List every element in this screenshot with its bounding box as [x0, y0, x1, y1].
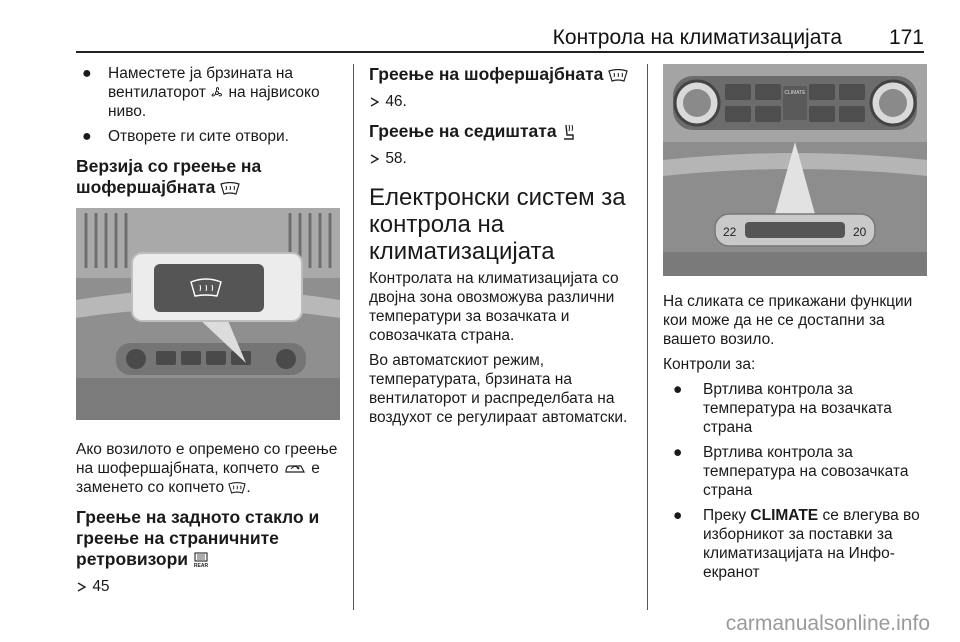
section-heading: Греење на задното стакло и греење на страничните ретровизори REAR — [76, 507, 320, 569]
chapter-heading: Електронски систем за контрола на климатизацијата — [369, 184, 626, 265]
watermark: carmanualsonline.info — [725, 612, 930, 635]
paragraph: Контролата на климатизацијата со двојна зона овозможува различни температури за возачката и совозачката страна. — [369, 270, 619, 344]
page-reference: 46. — [369, 93, 635, 111]
climate-button-label: CLIMATE — [784, 90, 806, 96]
list-item: ● Наместете ја брзината на вентилаторот на највисоко ниво. — [82, 65, 320, 120]
paragraph: Контроли за: — [663, 356, 756, 373]
windscreen-heating-icon — [608, 69, 628, 82]
list-item: ● Вртлива контрола за температура на совозачката страна — [673, 444, 909, 499]
windscreen-heating-icon — [228, 482, 246, 494]
svg-text:REAR: REAR — [193, 563, 209, 569]
column-3 — [663, 64, 927, 588]
temp-left-label: 22 — [723, 225, 737, 239]
figure-climate-control-panel — [663, 64, 927, 276]
header-rule — [76, 51, 924, 53]
list-item: ● Отворете ги сите отвори. — [82, 128, 289, 145]
seat-heating-icon — [561, 123, 575, 141]
climate-keyword: CLIMATE — [750, 507, 819, 524]
paragraph: Ако возилото е опремено со греење на шофершајбната, копчето е заменето со копчето . — [76, 441, 338, 496]
reference-arrow-icon — [369, 153, 381, 165]
air-recirculation-icon — [283, 462, 307, 475]
page-number: 171 — [888, 26, 924, 49]
paragraph: На сликата се прикажани функции кои може да не се достапни за вашето возило. — [663, 293, 913, 348]
rear-window-heating-icon — [193, 552, 209, 568]
reference-arrow-icon — [369, 96, 381, 108]
page-reference: 45 — [76, 578, 340, 596]
windscreen-heating-icon — [220, 182, 240, 195]
fan-icon — [210, 86, 224, 100]
paragraph: Во автоматскиот режим, температурата, брзината на вентилаторот и распределбата на воздухот се регулираат автоматски. — [369, 352, 628, 426]
section-heading: Греење на шофершајбната — [369, 64, 635, 85]
column-1 — [76, 64, 340, 606]
temp-right-label: 20 — [853, 225, 867, 239]
header-title: Контрола на климатизацијата — [552, 26, 842, 49]
reference-arrow-icon — [76, 581, 88, 593]
section-heading: Верзија со греење на шофершајбната — [76, 156, 262, 197]
control-panel-illustration — [76, 208, 340, 420]
column-divider-1 — [353, 64, 354, 610]
list-item: ● Преку CLIMATE се влегува во изборникот за поставки за климатизацијата на Инфо-екранот — [673, 507, 920, 581]
figure-control-panel-windscreen — [76, 208, 340, 420]
list-item: ● Вртлива контрола за температура на возачката страна — [673, 381, 892, 436]
column-divider-2 — [647, 64, 648, 610]
page-reference: 58. — [369, 150, 635, 168]
column-2 — [369, 64, 635, 433]
climate-panel-illustration — [663, 64, 927, 276]
section-heading: Греење на седиштата — [369, 121, 635, 142]
